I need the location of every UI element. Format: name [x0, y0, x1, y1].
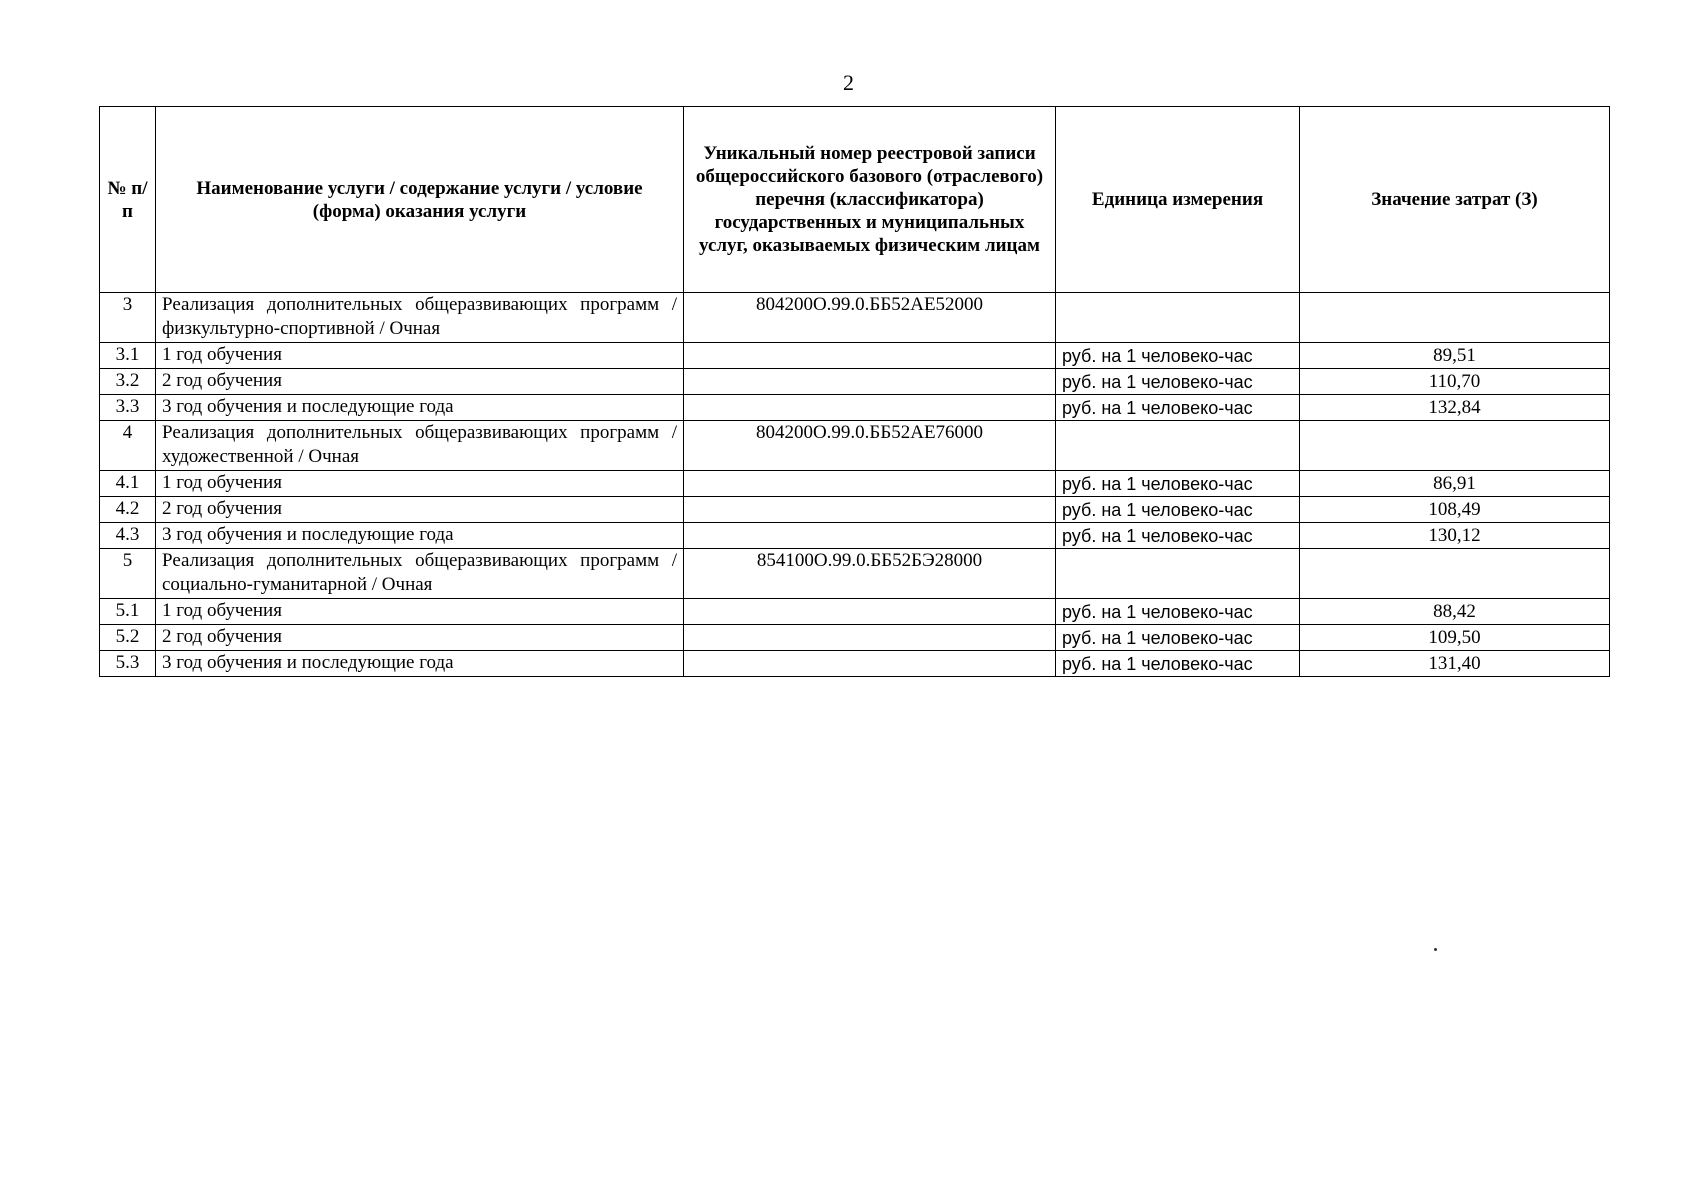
registry-code [684, 523, 1056, 549]
service-content: 1 год обучения [156, 599, 684, 625]
service-content: 3 год обучения и последующие года [156, 651, 684, 677]
table-row [100, 497, 1610, 523]
row-num: 4.2 [100, 497, 156, 523]
unit-cell: руб. на 1 человеко-час [1056, 523, 1300, 549]
unit-cell: руб. на 1 человеко-час [1056, 395, 1300, 421]
table-row [100, 523, 1610, 549]
registry-code: 804200О.99.0.ББ52АЕ52000 [684, 293, 1056, 343]
value-cell: 131,40 [1300, 651, 1610, 677]
unit-cell: руб. на 1 человеко-час [1056, 497, 1300, 523]
service-content: 1 год обучения [156, 343, 684, 369]
unit-cell [1056, 293, 1300, 343]
table-body [100, 293, 1610, 677]
registry-code [684, 471, 1056, 497]
table-row [100, 651, 1610, 677]
registry-code [684, 369, 1056, 395]
registry-code [684, 497, 1056, 523]
row-num: 4 [100, 421, 156, 471]
unit-cell: руб. на 1 человеко-час [1056, 599, 1300, 625]
table-row [100, 625, 1610, 651]
registry-code: 854100О.99.0.ББ52БЭ28000 [684, 549, 1056, 599]
table-row-group [100, 549, 1610, 599]
row-num: 4.3 [100, 523, 156, 549]
value-cell [1300, 549, 1610, 599]
row-num: 5.2 [100, 625, 156, 651]
row-num: 3 [100, 293, 156, 343]
header-row [100, 107, 1610, 293]
registry-code [684, 395, 1056, 421]
cost-table [99, 106, 1610, 677]
header-service-name: Наименование услуги / содержание услуги / условие (форма) оказания услуги [156, 107, 684, 293]
service-content: 2 год обучения [156, 369, 684, 395]
page-number: 2 [843, 70, 854, 95]
row-num: 5.1 [100, 599, 156, 625]
service-content: 3 год обучения и последующие года [156, 523, 684, 549]
value-cell: 132,84 [1300, 395, 1610, 421]
row-num: 5 [100, 549, 156, 599]
table-row-group [100, 421, 1610, 471]
service-content: 3 год обучения и последующие года [156, 395, 684, 421]
header-cost-value: Значение затрат (З) [1300, 107, 1610, 293]
table-row [100, 599, 1610, 625]
registry-code [684, 599, 1056, 625]
unit-cell [1056, 421, 1300, 471]
row-num: 5.3 [100, 651, 156, 677]
service-content: 2 год обучения [156, 497, 684, 523]
scan-speck [1434, 948, 1437, 951]
service-name: Реализация дополнительных общеразвивающих программ / художественной / Очная [156, 421, 684, 471]
registry-code [684, 625, 1056, 651]
service-name: Реализация дополнительных общеразвивающих программ / физкультурно-спортивной / Очная [156, 293, 684, 343]
unit-cell: руб. на 1 человеко-час [1056, 651, 1300, 677]
value-cell: 86,91 [1300, 471, 1610, 497]
registry-code [684, 343, 1056, 369]
value-cell: 108,49 [1300, 497, 1610, 523]
row-num: 4.1 [100, 471, 156, 497]
row-num: 3.2 [100, 369, 156, 395]
unit-cell: руб. на 1 человеко-час [1056, 369, 1300, 395]
registry-code [684, 651, 1056, 677]
service-content: 1 год обучения [156, 471, 684, 497]
header-num: № п/п [100, 107, 156, 293]
unit-cell: руб. на 1 человеко-час [1056, 625, 1300, 651]
unit-cell: руб. на 1 человеко-час [1056, 343, 1300, 369]
registry-code: 804200О.99.0.ББ52АЕ76000 [684, 421, 1056, 471]
unit-cell [1056, 549, 1300, 599]
value-cell [1300, 293, 1610, 343]
row-num: 3.1 [100, 343, 156, 369]
value-cell: 89,51 [1300, 343, 1610, 369]
header-registry-code: Уникальный номер реестровой записи общероссийского базового (отраслевого) перечня (классификатора) государственных и муниципальных услуг, оказываемых физическим лицам [684, 107, 1056, 293]
value-cell: 88,42 [1300, 599, 1610, 625]
table-row [100, 395, 1610, 421]
table-row-group [100, 293, 1610, 343]
service-name: Реализация дополнительных общеразвивающих программ / социально-гуманитарной / Очная [156, 549, 684, 599]
value-cell: 110,70 [1300, 369, 1610, 395]
header-unit: Единица измерения [1056, 107, 1300, 293]
unit-cell: руб. на 1 человеко-час [1056, 471, 1300, 497]
table-header [100, 107, 1610, 293]
service-content: 2 год обучения [156, 625, 684, 651]
table-row [100, 369, 1610, 395]
value-cell: 109,50 [1300, 625, 1610, 651]
value-cell: 130,12 [1300, 523, 1610, 549]
table-row [100, 343, 1610, 369]
table-row [100, 471, 1610, 497]
value-cell [1300, 421, 1610, 471]
row-num: 3.3 [100, 395, 156, 421]
